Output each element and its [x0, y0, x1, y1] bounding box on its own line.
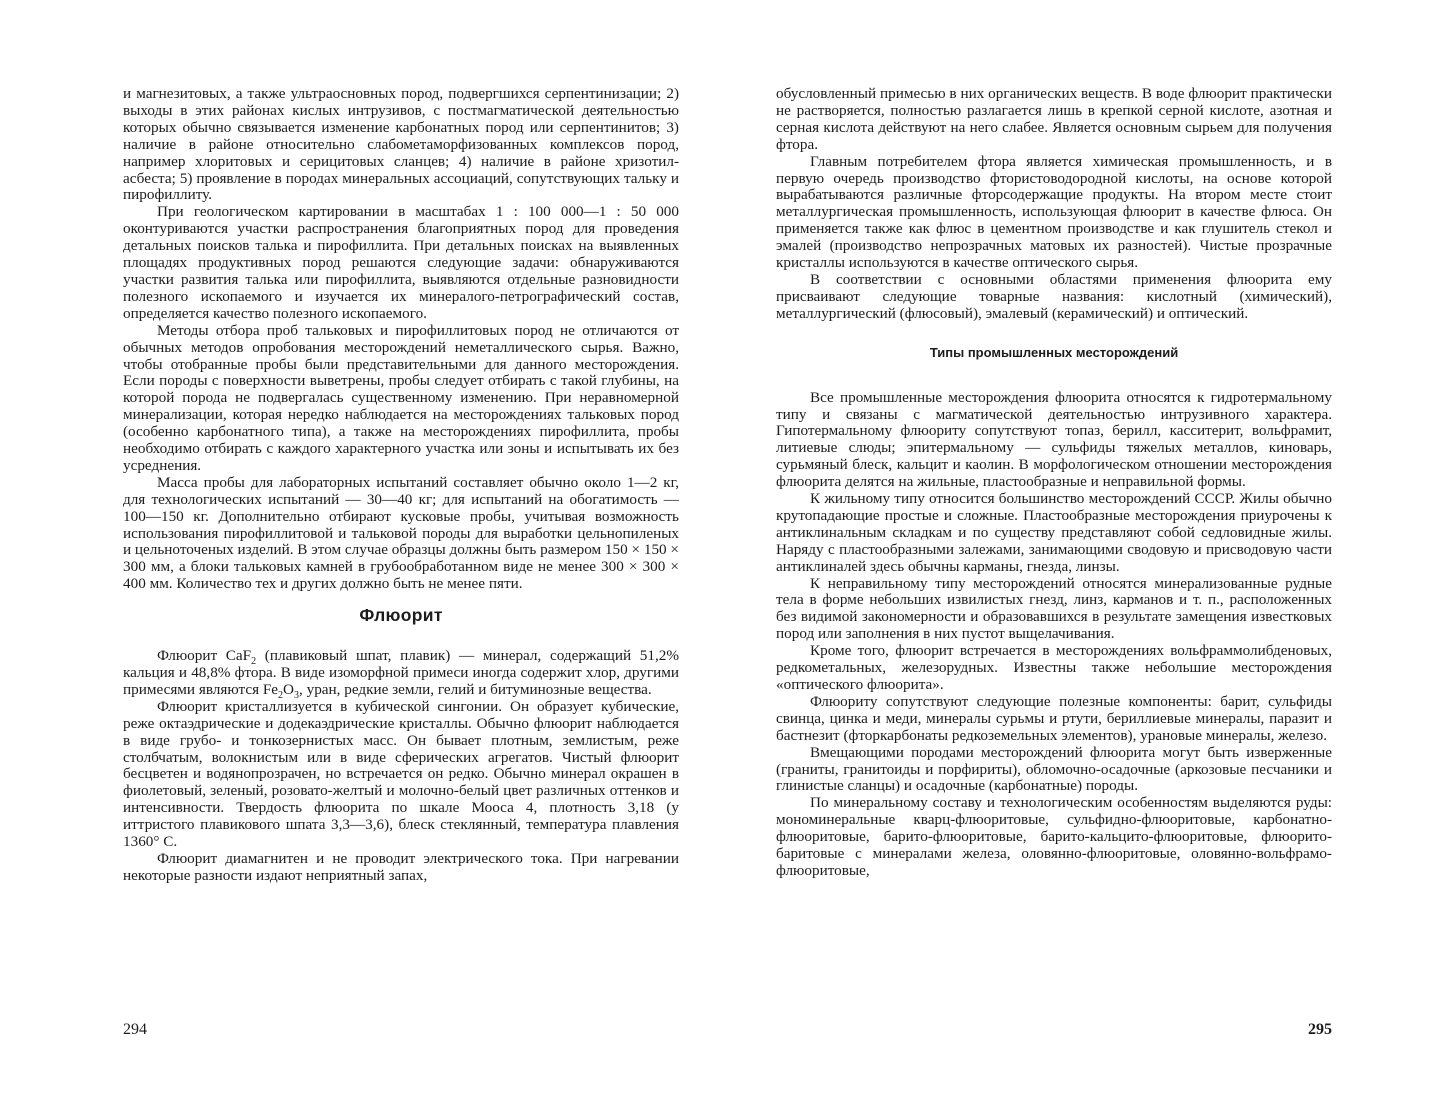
paragraph: обусловленный примесью в них органических веществ. В воде флюорит практически не растворяется, полностью разлагается лишь в крепкой серной кислоте, азотная и серная кислота действуют на него слабее. Является основным сырьем для получения фтора. [776, 85, 1332, 153]
paragraph: При геологическом картировании в масштабах 1 : 100 000—1 : 50 000 оконтуриваются участки распространения благоприятных пород для проведения детальных поисков талька и пирофиллита. При детальных поисках на выявленных площадях продуктивных пород решаются следующие задачи: обнаруживаются участки развития талька или пирофиллита, выявляются отдельные разновидности полезного ископаемого и изучается их минералого-петрографический состав, определяется качество полезного ископаемого. [123, 203, 679, 322]
formula-text: (плавиковый шпат, плавик) — минерал, содержащий 51,2% кальция и 48,8% фтора. В виде изоморфной примеси иногда содержит хлор, другими примесями являются Fe [123, 647, 680, 698]
formula-text: Флюорит CaF [157, 647, 252, 665]
paragraph: Флюорит кристаллизуется в кубической сингонии. Он образует кубические, реже октаэдрические и додекаэдрические кристаллы. Обычно флюорит наблюдается в виде грубо- и тонкозернистых масс. Он бывает плотным, землистым, реже столбчатым, волокнистым или в виде сферических агрегатов. Чистый флюорит бесцветен и водянопрозрачен, но встречается он редко. Обычно минерал окрашен в фиолетовый, зеленый, розовато-желтый и молочно-белый цвет различных оттенков и интенсивности. Твердость флюорита по шкале Мооса 4, плотность 3,18 (у иттристого плавикового шпата 3,3—3,6), блеск стеклянный, температура плавления 1360° С. [123, 697, 679, 851]
paragraph: К жильному типу относится большинство месторождений СССР. Жилы обычно крутопадающие простые и сложные. Пластообразные месторождения приурочены к антиклинальным складкам и по существу представляют собой седловидные жилы. Наряду с пластообразными залежами, занимающими сводовую и присводовую части антиклиналей здесь обычны карманы, гнезда, линзы. [776, 490, 1332, 575]
subscript: 2 [278, 689, 284, 701]
paragraph: и магнезитовых, а также ультраосновных пород, подвергшихся серпентинизации; 2) выходы в этих районах кислых интрузивов, с постмагматической деятельностью которых обычно связывается изменение карбонатных пород или серпентинитов; 3) наличие в районе относительно слабометаморфизованных комплексов пород, например хлоритовых и серицитовых сланцев; 4) наличие в районе хризотил-асбеста; 5) проявление в породах минеральных ассоциаций, сопутствующих тальку и пирофиллиту. [123, 85, 679, 204]
formula-text: , уран, редкие земли, гелий и битуминозные вещества. [299, 680, 652, 698]
paragraph: По минеральному составу и технологическим особенностям выделяются руды: мономинеральные кварц-флюоритовые, сульфидно-флюоритовые, карбонатно-флюоритовые, барито-флюоритовые, барито-кальцито-флюоритовые, флюорито-баритовые с минералами железа, оловянно-флюоритовые, оловянно-вольфрамо-флюоритовые, [776, 794, 1332, 879]
left-page [123, 86, 679, 885]
page-number-right: 295 [1308, 1021, 1332, 1038]
subscript: 2 [251, 656, 257, 668]
page-number-left: 294 [123, 1021, 147, 1038]
paragraph: К неправильному типу месторождений относятся минерализованные рудные тела в форме небольших извилистых гнезд, линз, карманов и т. п., расположенных без видимой закономерности и образовавшихся в результате замещения известковых пород или заполнения в них пустот выщелачивания. [776, 574, 1332, 643]
paragraph-formula [123, 648, 679, 699]
paragraph: Масса пробы для лабораторных испытаний составляет обычно около 1—2 кг, для технологических испытаний — 30—40 кг; для испытаний на обогатимость — 100—150 кг. Дополнительно отбирают кусковые пробы, учитывая возможность использования пирофиллитовой и тальковой породы для выработки цельнопиленых и цельноточеных изделий. В этом случае образцы должны быть размером 150 × 150 × 300 мм, а блоки тальковых камней в грубообработанном виде не менее 300 × 300 × 400 мм. Количество тех и других должно быть не менее пяти. [123, 473, 679, 593]
paragraph: В соответствии с основными областями применения флюорита ему присваивают следующие товарные названия: кислотный (химический), металлургический (флюсовый), эмалевый (керамический) и оптический. [776, 270, 1332, 322]
paragraph: Методы отбора проб тальковых и пирофиллитовых пород не отличаются от обычных методов опробования месторождений неметаллического сырья. Важно, чтобы отобранные пробы были представительными для данного месторождения. Если породы с поверхности выветрены, пробы следует отбирать с такой глубины, на которой порода не подвергалась существенному изменению. При неравномерной минерализации, которая нередко наблюдается на месторождениях тальковых пород (особенно карбонатного типа), а также на месторождениях пирофиллита, пробы необходимо отбирать с каждого характерного участка или зоны и испытывать их без усреднения. [123, 321, 679, 474]
paragraph: Главным потребителем фтора является химическая промышленность, и в первую очередь производство фтористоводородной кислоты, на основе которой вырабатываются различные фторсодержащие продукты. На втором месте стоит металлургическая промышленность, использующая флюорит в качестве флюса. Он применяется также как флюс в цементном производстве и как глушитель стекол и эмалей (производство непрозрачных матовых их разностей). Чистые прозрачные кристаллы используются в качестве оптического сырья. [776, 152, 1332, 272]
subscript: 3 [294, 689, 300, 701]
section-heading-fluorite: Флюорит [359, 605, 443, 626]
right-page [776, 86, 1332, 880]
section-heading-deposit-types: Типы промышленных месторождений [929, 344, 1179, 360]
paragraph: Все промышленные месторождения флюорита относятся к гидротермальному типу и связаны с магматической деятельностью интрузивного характера. Гипотермальному флюориту сопутствуют топаз, берилл, касситерит, вольфрамит, литиевые слюды; эпитермальному — сульфиды тяжелых металлов, киноварь, сурьмяный блеск, кальцит и каолин. В морфологическом отношении месторождения флюорита делятся на жильные, пластообразные и неправильной формы. [776, 388, 1332, 491]
paragraph: Вмещающими породами месторождений флюорита могут быть изверженные (граниты, гранитоиды и порфириты), обломочно-осадочные (аркозовые песчаники и глинистые сланцы) и осадочные (карбонатные) породы. [776, 743, 1332, 795]
paragraph: Флюорит диамагнитен и не проводит электрического тока. При нагревании некоторые разности издают неприятный запах, [123, 849, 679, 884]
paragraph: Флюориту сопутствуют следующие полезные компоненты: барит, сульфиды свинца, цинка и меди, минералы сурьмы и ртути, бериллиевые минералы, паразит и бастнезит (фторкарбонаты редкоземельных элементов), урановые минералы, железо. [776, 692, 1332, 744]
formula-text: O [283, 680, 295, 698]
paragraph: Кроме того, флюорит встречается в месторождениях вольфраммолибденовых, редкометальных, железорудных. Известны также небольшие месторождения «оптического флюорита». [776, 642, 1332, 693]
